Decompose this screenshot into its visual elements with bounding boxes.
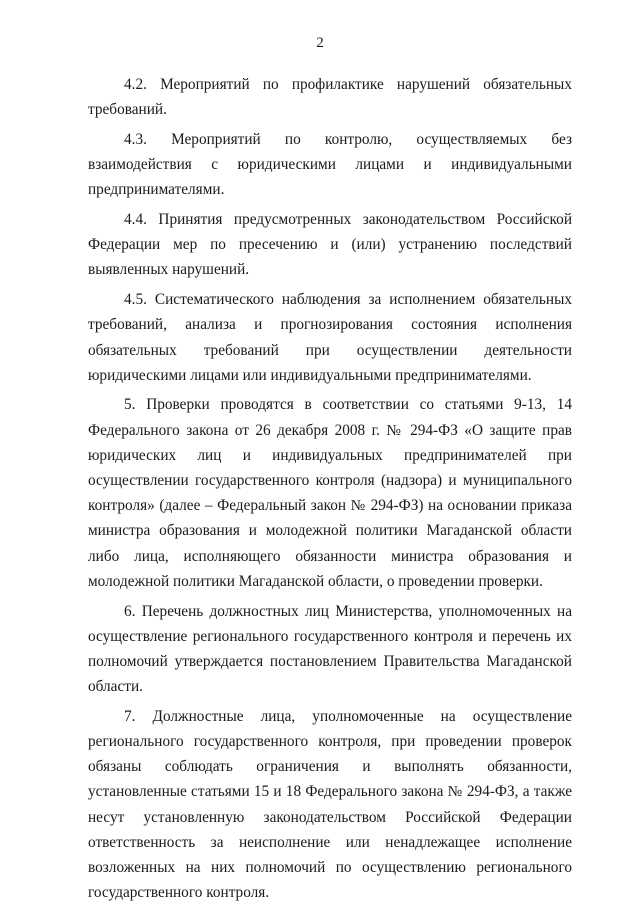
paragraph-6: 6. Перечень должностных лиц Министерства, уполномоченных на осуществление регионального государственного контроля и перечень их полномочий утверждается постановлением Правительства Магаданской области.: [88, 602, 572, 696]
paragraph-4-3: 4.3. Мероприятий по контролю, осуществляемых без взаимодействия с юридическими лицами и индивидуальными предпринимателями.: [88, 130, 572, 199]
paragraph-7: 7. Должностные лица, уполномоченные на осуществление регионального государственного контроля, при проведении проверок обязаны соблюдать ограничения и выполнять обязанности, установленные статьями 15 и 18 Федерального закона № 294-ФЗ, а также несут установленную законодательством Российской Федерации ответственность за неисполнение или ненадлежащее исполнение возложенных на них полномочий по осуществлению регионального государственного контроля.: [88, 707, 572, 902]
document-body: [88, 72, 572, 910]
paragraph-4-4: 4.4. Принятия предусмотренных законодательством Российской Федерации мер по пресечению и (или) устранению последствий выявленных нарушений.: [88, 211, 572, 279]
paragraph-5: 5. Проверки проводятся в соответствии со статьями 9-13, 14 Федерального закона от 26 декабря 2008 г. № 294-ФЗ «О защите прав юридических лиц и индивидуальных предпринимателей при осуществлении государственного контроля (надзора) и муниципального контроля» (далее – Федеральный закон № 294-ФЗ) на основании приказа министра образования и молодежной политики Магаданской области либо лица, исполняющего обязанности министра образования и молодежной политики Магаданской области, о проведении проверки.: [88, 396, 572, 590]
paragraph-4-2: 4.2. Мероприятий по профилактике нарушений обязательных требований.: [88, 76, 572, 119]
paragraph-4-5: 4.5. Систематического наблюдения за исполнением обязательных требований, анализа и прогнозирования состояния исполнения обязательных требований при осуществлении деятельности юридическими лицами или индивидуальными предпринимателями.: [88, 291, 572, 384]
page-number: 2: [316, 35, 324, 51]
